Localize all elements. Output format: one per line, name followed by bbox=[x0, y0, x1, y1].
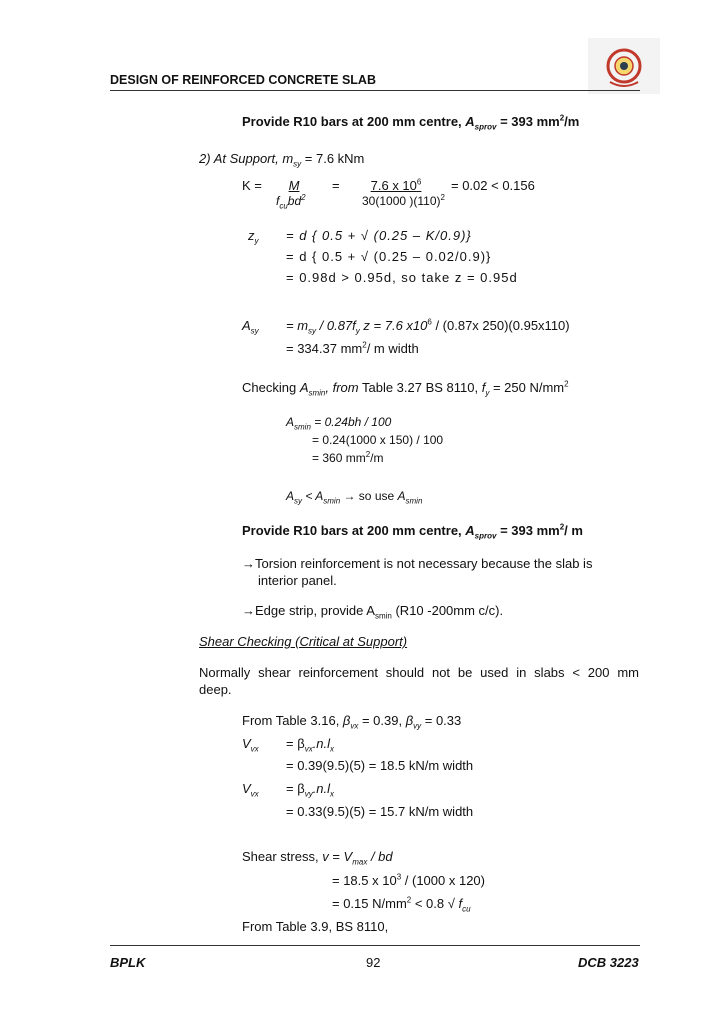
table-39-line: From Table 3.9, BS 8110, bbox=[242, 919, 389, 934]
z-formula-3: = 0.98d > 0.95d, so take z = 0.95d bbox=[286, 270, 518, 285]
vvx-label-2: $V_{vx}$ bbox=[242, 781, 259, 799]
footer-rule bbox=[110, 945, 640, 946]
table-316-line: From Table 3.16, $\beta_{vx} = 0.39$, $\beta_{vy} = 0.33$ bbox=[242, 713, 462, 731]
university-logo bbox=[588, 38, 660, 94]
header-rule bbox=[110, 90, 640, 91]
asy-vs-asmin: $A_{sy} < A_{smin}$ → so use $A_{smin}$ bbox=[286, 489, 423, 506]
k-numerator: M bbox=[288, 178, 300, 193]
footer-right: DCB 3223 bbox=[578, 955, 639, 970]
provide-statement-2: Provide R10 bars at 200 mm centre, $A_{sprov} = 393$ $mm^2/$ m bbox=[242, 522, 583, 541]
vvx-formula-1: = $\beta_{vx}.n.l_x$ bbox=[286, 736, 335, 754]
z-formula-2: = d { 0.5 + √ (0.25 – 0.02/0.9)} bbox=[286, 249, 492, 264]
normally-line-1: Normally shear reinforcement should not be used in slabs < 200 mm bbox=[199, 665, 639, 680]
page-header-title: DESIGN OF REINFORCED CONCRETE SLAB bbox=[110, 73, 376, 87]
k-result: = 0.02 < 0.156 bbox=[451, 178, 535, 193]
asy-formula-2: = 334.37 $mm^2/$ m width bbox=[286, 340, 419, 356]
vvx-label-1: $V_{vx}$ bbox=[242, 736, 259, 754]
edge-strip-note: →Edge strip, provide $A_{smin}$ (R10 -200mm c/c). bbox=[242, 603, 504, 621]
torsion-note-line-2: interior panel. bbox=[258, 573, 337, 588]
shear-checking-heading: Shear Checking (Critical at Support) bbox=[199, 634, 408, 649]
vvx-formula-2: = $\beta_{vy}.n.l_x$ bbox=[286, 781, 335, 799]
asmin-formula-3: = 360 $mm^2/m$ bbox=[312, 450, 384, 465]
asmin-formula-1: $A_{smin} = 0.24bh / 100$ bbox=[286, 415, 392, 432]
asmin-formula-2: = 0.24(1000 x 150) / 100 bbox=[312, 433, 444, 447]
checking-asmin: Checking $A_{smin}$, from Table 3.27 BS 8110, $f_y = 250$ $N/mm^2$ bbox=[242, 379, 569, 398]
footer-left: BPLK bbox=[110, 955, 146, 970]
z-label: $z_y$ bbox=[248, 228, 259, 246]
k-equals-2: = bbox=[332, 178, 340, 193]
vvx-value-1: = 0.39(9.5)(5) = 18.5 kN/m width bbox=[286, 758, 474, 773]
vvx-value-2: = 0.33(9.5)(5) = 15.7 kN/m width bbox=[286, 804, 474, 819]
shear-stress-value-1: = 18.5 x $10^3 / (1000$ x 120) bbox=[332, 872, 485, 888]
k-numerator-2: 7.6 x $10^6$ bbox=[370, 177, 422, 193]
k-denominator: $f_{cu}bd^2$ bbox=[276, 193, 306, 211]
support-heading: 2) At Support, $m_{sy} = 7.6$ kNm bbox=[199, 151, 365, 169]
k-denominator-2: 30(1000 )$(110)^2$ bbox=[362, 193, 445, 208]
z-formula-1: = d { 0.5 + √ (0.25 – K/0.9)} bbox=[286, 228, 472, 243]
k-lhs: K = bbox=[242, 178, 262, 193]
shear-stress-line: Shear stress, $v = V_{max}$ / bd bbox=[242, 849, 393, 867]
shear-stress-value-2: = 0.15 $N/mm^2 < 0.8$ √ $f_{cu}$ bbox=[332, 895, 471, 914]
provide-statement-1: Provide R10 bars at 200 mm centre, $A_{sprov} = 393$ $mm^2/m$ bbox=[242, 113, 580, 132]
page-number: 92 bbox=[366, 955, 381, 970]
asy-label: $A_{sy}$ bbox=[242, 318, 259, 336]
asy-formula-1: = $m_{sy} / 0.87f_y$ z = 7.6 $x10^6 / (0.87x$ 250)(0.95x110) bbox=[286, 317, 570, 336]
normally-line-2: deep. bbox=[199, 682, 232, 697]
torsion-note-line-1: →Torsion reinforcement is not necessary because the slab is bbox=[242, 556, 593, 571]
